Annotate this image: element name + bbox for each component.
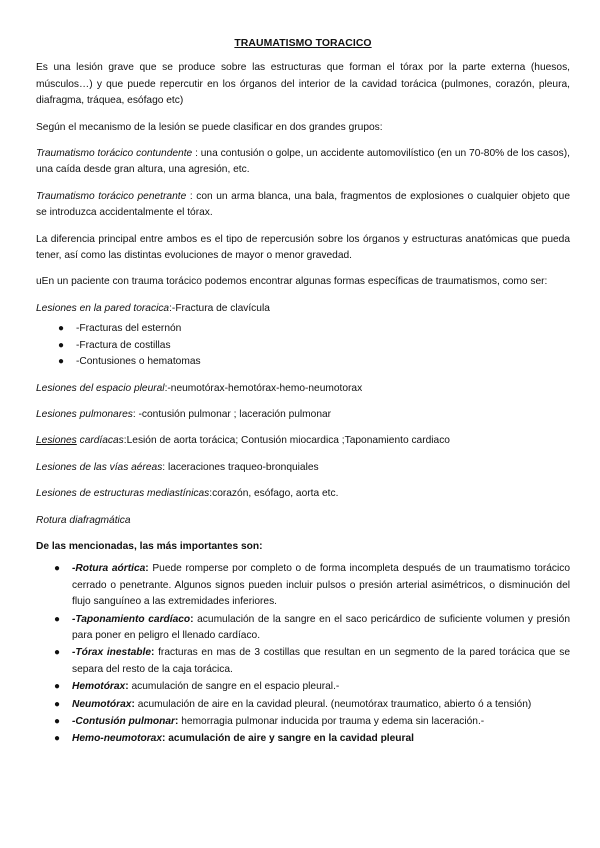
list-item-text: acumulación de aire en la cavidad pleural. (neumotórax traumatico, abierto ó a tensión) bbox=[137, 698, 532, 710]
pulmonares-term: Lesiones pulmonares bbox=[36, 408, 133, 420]
aereas-paragraph bbox=[36, 460, 570, 476]
contundente-term: Traumatismo torácico contundente bbox=[36, 148, 193, 160]
list-item-text: acumulación de la sangre en el saco pericárdico de suficiente volumen y presión para poner en peligro el llenado cardíaco. bbox=[72, 613, 570, 641]
list-item bbox=[36, 321, 570, 337]
bullet-icon: ● bbox=[54, 681, 61, 693]
important-heading: De las mencionadas, las más importantes son: bbox=[36, 540, 263, 552]
list-item bbox=[36, 714, 570, 730]
bullet-icon: ● bbox=[58, 356, 65, 368]
pleural-term: Lesiones del espacio pleural bbox=[36, 382, 165, 394]
bullet-icon: ● bbox=[54, 563, 61, 575]
bullet-icon: ● bbox=[54, 698, 61, 710]
list-item-text: -Fracturas del esternón bbox=[76, 323, 182, 335]
pleural-paragraph bbox=[36, 381, 570, 397]
contundente-text: : una contusión o golpe, un accidente automovilístico (en un 70-80% de los casos), una caída desde gran altura, una agresión, etc. bbox=[36, 148, 570, 176]
list-item-term: -Rotura aórtica bbox=[72, 563, 146, 575]
penetrante-term: Traumatismo torácico penetrante bbox=[36, 190, 187, 202]
penetrante-text: : con un arma blanca, una bala, fragmentos de explosiones o cualquier objeto que se introduzca accidentalmente el tórax. bbox=[36, 190, 570, 219]
bullet-icon: ● bbox=[54, 613, 61, 625]
cardiacas-term: cardíacas bbox=[76, 435, 124, 447]
list-item-text: Puede romperse por completo o de forma incompleta después de un traumatismo torácico cerrado o penetrante. Algunos signos pueden incluir pulsos o presión arterial asimétricos, o disminución del flujo sanguíneo a las extremidades inferiores. bbox=[72, 563, 570, 608]
document-title: TRAUMATISMO TORACICO bbox=[234, 38, 372, 49]
list-item bbox=[36, 561, 570, 610]
list-item-sep: : bbox=[125, 681, 132, 693]
mediastinicas-text: :corazón, esófago, aorta etc. bbox=[209, 488, 339, 500]
aereas-term: Lesiones de las vías aéreas bbox=[36, 461, 163, 473]
list-item-sep: : bbox=[145, 563, 153, 575]
pared-text: :-Fractura de clavícula bbox=[169, 302, 270, 314]
list-item-text: acumulación de sangre en el espacio pleural.- bbox=[131, 681, 340, 693]
cardiacas-text: :Lesión de aorta torácica; Contusión miocardica ;Taponamiento cardiaco bbox=[123, 435, 450, 447]
patient-paragraph: uEn un paciente con trauma torácico podemos encontrar algunas formas específicas de traumatismos, como ser: bbox=[36, 276, 548, 288]
list-item-text: -Contusiones o hematomas bbox=[76, 356, 201, 368]
contundente-paragraph bbox=[36, 146, 570, 179]
list-item-sep: : bbox=[175, 716, 182, 727]
pared-paragraph bbox=[36, 301, 570, 317]
list-item bbox=[36, 731, 570, 747]
list-item-sep: : bbox=[151, 647, 159, 659]
pared-term: Lesiones en la pared toracica bbox=[36, 302, 170, 314]
list-item bbox=[36, 338, 570, 354]
pulmonares-text: : -contusión pulmonar ; laceración pulmonar bbox=[132, 408, 332, 420]
pulmonares-paragraph bbox=[36, 407, 570, 423]
list-item bbox=[36, 645, 570, 678]
list-item-term: -Taponamiento cardíaco bbox=[72, 613, 191, 625]
list-item-text: hemorragia pulmonar inducida por trauma y edema sin laceración.- bbox=[181, 716, 485, 727]
list-item-sep: : bbox=[131, 698, 138, 710]
list-item-term: -Contusión pulmonar bbox=[72, 716, 175, 727]
aereas-text: : laceraciones traqueo-bronquiales bbox=[162, 461, 319, 473]
cardiacas-term-underlined: Lesiones bbox=[36, 435, 77, 447]
list-item-term: Hemo-neumotorax bbox=[72, 733, 163, 745]
pared-list bbox=[36, 321, 570, 370]
cardiacas-paragraph bbox=[36, 433, 570, 449]
list-item bbox=[36, 697, 570, 713]
list-item bbox=[36, 354, 570, 370]
difference-paragraph: La diferencia principal entre ambos es el tipo de repercusión sobre los órganos y estructuras anatómicas que pueda tener, así como las distintas evoluciones de mayor o menor gravedad. bbox=[36, 233, 570, 262]
bullet-icon: ● bbox=[54, 647, 61, 659]
bullet-icon: ● bbox=[58, 339, 65, 351]
list-item-text: acumulación de aire y sangre en la cavidad pleural bbox=[168, 733, 414, 745]
mechanism-paragraph: Según el mecanismo de la lesión se puede clasificar en dos grandes grupos: bbox=[36, 121, 383, 133]
rotura-paragraph: Rotura diafragmática bbox=[36, 514, 131, 526]
list-item-sep: : bbox=[162, 733, 169, 745]
penetrante-paragraph bbox=[36, 189, 570, 222]
list-item bbox=[36, 612, 570, 645]
intro-paragraph: Es una lesión grave que se produce sobre las estructuras que forman el tórax por la parte externa (huesos, músculos…) y que puede repercutir en los órganos del interior de la cavidad torácica (pulmones, corazón, pleura, diafragma, tráquea, esófago etc) bbox=[36, 62, 570, 107]
bullet-icon: ● bbox=[54, 733, 61, 745]
list-item-sep: : bbox=[190, 613, 198, 625]
mediastinicas-term: Lesiones de estructuras mediastínicas bbox=[36, 488, 210, 500]
important-list bbox=[36, 561, 570, 747]
list-item-term: -Tórax inestable bbox=[72, 647, 151, 659]
bullet-icon: ● bbox=[54, 716, 61, 727]
list-item bbox=[36, 679, 570, 695]
list-item-text: -Fractura de costillas bbox=[76, 339, 171, 351]
list-item-term: Hemotórax bbox=[72, 681, 126, 693]
list-item-text: fracturas en mas de 3 costillas que resultan en un segmento de la pared torácica que se separa del resto de la caja torácica. bbox=[72, 647, 570, 675]
pleural-text: :-neumotórax-hemotórax-hemo-neumotorax bbox=[164, 382, 363, 394]
mediastinicas-paragraph bbox=[36, 486, 570, 502]
bullet-icon: ● bbox=[58, 323, 65, 335]
list-item-term: Neumotórax bbox=[72, 698, 132, 710]
